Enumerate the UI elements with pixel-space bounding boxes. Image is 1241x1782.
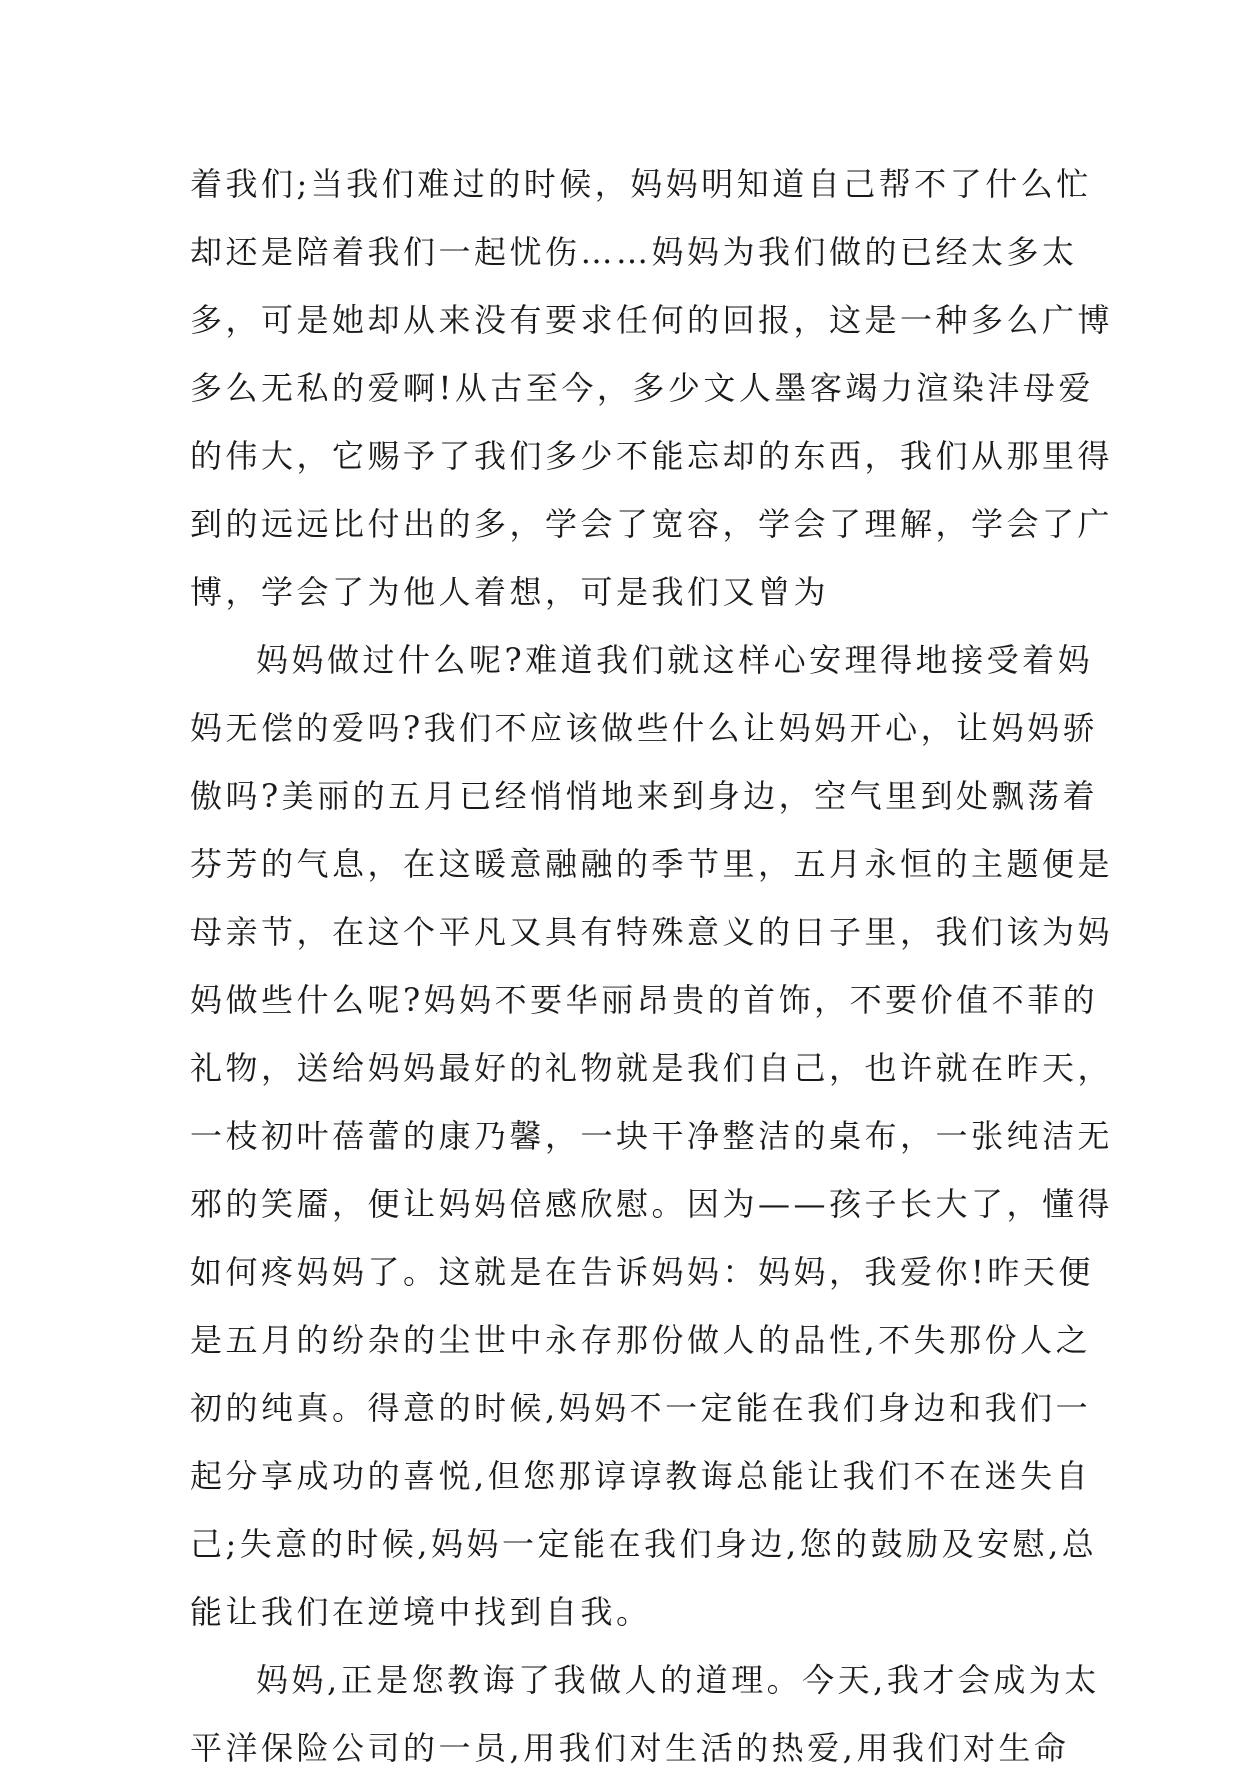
body-text	[190, 150, 1114, 1782]
text-line: 博，学会了为他人着想，可是我们又曾为	[190, 573, 830, 611]
text-line: 能让我们在逆境中找到自我。	[190, 1593, 652, 1631]
text-line: 妈无偿的爱吗?我们不应该做些什么让妈妈开心，让妈妈骄	[190, 709, 1099, 747]
text-line: 己;失意的时候,妈妈一定能在我们身边,您的鼓励及安慰,总	[190, 1525, 1098, 1563]
text-line: 妈做些什么呢?妈妈不要华丽昂贵的首饰，不要价值不菲的	[190, 981, 1099, 1019]
text-line: 如何疼妈妈了。这就是在告诉妈妈：妈妈，我爱你!昨天便	[190, 1253, 1094, 1291]
paragraph-3	[190, 1646, 1100, 1782]
text-line: 邪的笑靥，便让妈妈倍感欣慰。因为——孩子长大了，懂得	[190, 1185, 1114, 1223]
text-line: 到的远远比付出的多，学会了宽容，学会了理解，学会了广	[190, 505, 1114, 543]
text-line: 的伟大，它赐予了我们多少不能忘却的东西，我们从那里得	[190, 437, 1114, 475]
paragraph-2	[190, 626, 1114, 1646]
text-line: 平洋保险公司的一员,用我们对生活的热爱,用我们对生命	[190, 1729, 1070, 1767]
text-line: 芬芳的气息，在这暖意融融的季节里，五月永恒的主题便是	[190, 845, 1114, 883]
text-line: 却还是陪着我们一起忧伤……妈妈为我们做的已经太多太	[190, 233, 1078, 271]
text-line: 礼物，送给妈妈最好的礼物就是我们自己，也许就在昨天，	[190, 1049, 1114, 1087]
text-line: 妈妈做过什么呢?难道我们就这样心安理得地接受着妈	[256, 641, 1094, 679]
text-line: 妈妈,正是您教诲了我做人的道理。今天,我才会成为太	[256, 1661, 1100, 1699]
text-line: 起分享成功的喜悦,但您那谆谆教诲总能让我们不在迷失自	[190, 1457, 1092, 1495]
text-line: 傲吗?美丽的五月已经悄悄地来到身边，空气里到处飘荡着	[190, 777, 1099, 815]
text-line: 母亲节，在这个平凡又具有特殊意义的日子里，我们该为妈	[190, 913, 1114, 951]
text-line: 多么无私的爱啊!从古至今，多少文人墨客竭力渲染沣母爱	[190, 369, 1094, 407]
text-line: 一枝初叶蓓蕾的康乃馨，一块干净整洁的桌布，一张纯洁无	[190, 1117, 1114, 1155]
text-line: 着我们;当我们难过的时候，妈妈明知道自己帮不了什么忙	[190, 165, 1092, 203]
text-line: 多，可是她却从来没有要求任何的回报，这是一种多么广博	[190, 301, 1114, 339]
text-line: 是五月的纷杂的尘世中永存那份做人的品性,不失那份人之	[190, 1321, 1092, 1359]
paragraph-1	[190, 150, 1114, 626]
text-line: 初的纯真。得意的时候,妈妈不一定能在我们身边和我们一	[190, 1389, 1092, 1427]
